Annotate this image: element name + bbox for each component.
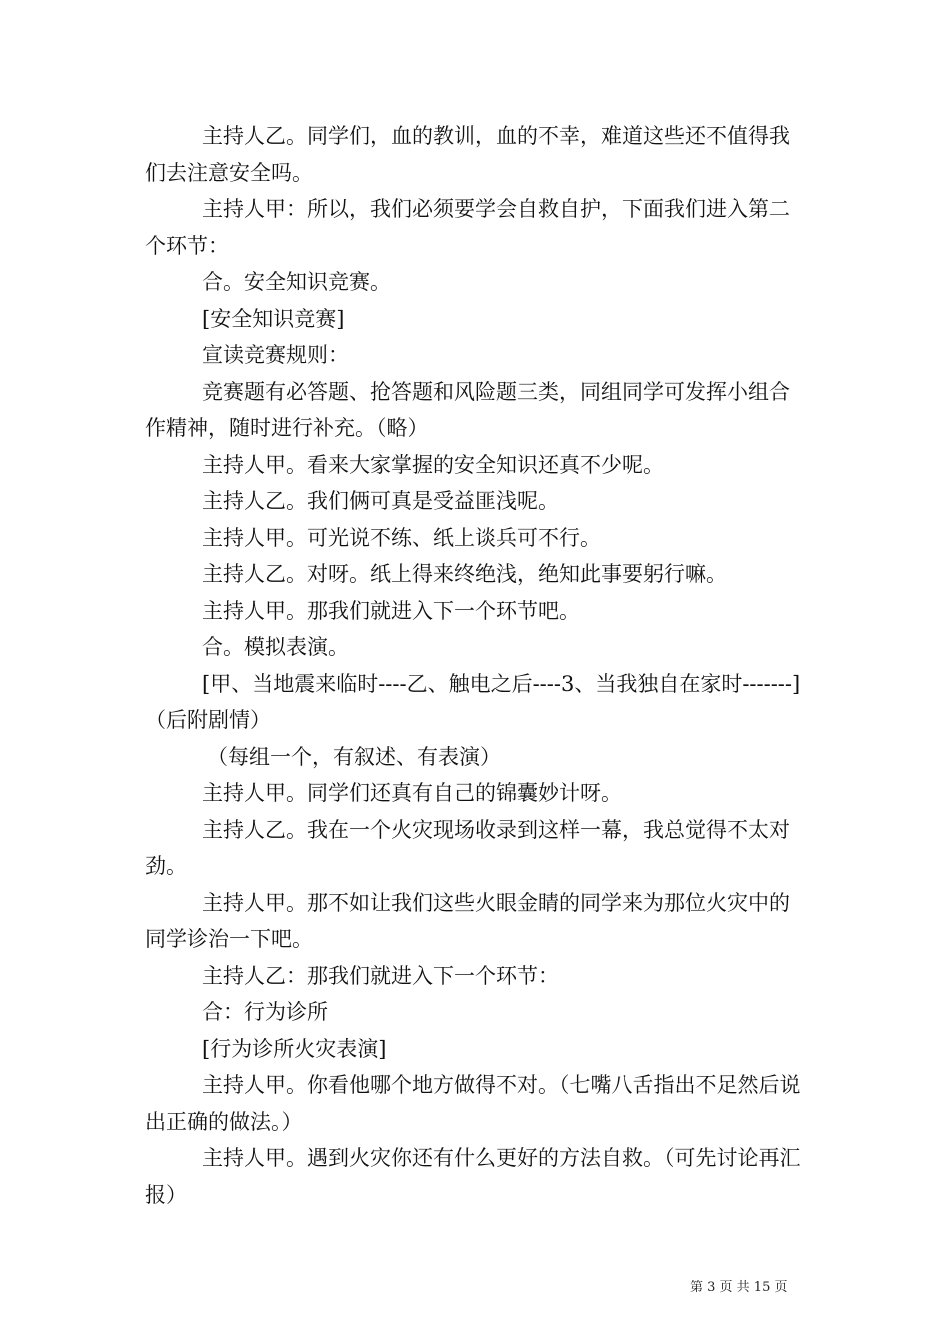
paragraph: [安全知识竞赛]	[202, 306, 345, 331]
paragraph: 主持人乙。同学们，血的教训，血的不幸，难道这些还不值得我们去注意安全吗。	[145, 124, 790, 185]
paragraph: 主持人甲。看来大家掌握的安全知识还真不少呢。	[202, 452, 664, 477]
paragraph: 主持人甲。可光说不练、纸上谈兵可不行。	[202, 525, 601, 550]
paragraph: 合。模拟表演。	[202, 635, 349, 659]
paragraph: 竞赛题有必答题、抢答题和风险题三类，同组同学可发挥小组合作精神，随时进行补充。（略）	[145, 379, 790, 440]
paragraph: 主持人甲。同学们还真有自己的锦囊妙计呀。	[202, 781, 622, 805]
paragraph: （每组一个，有叙述、有表演）	[207, 744, 501, 769]
paragraph: 主持人甲。遇到火灾你还有什么更好的方法自救。（可先讨论再汇报）	[145, 1146, 801, 1207]
paragraph: 主持人甲。那不如让我们这些火眼金睛的同学来为那位火灾中的同学诊治一下吧。	[145, 890, 790, 951]
paragraph: 合：行为诊所	[202, 1000, 328, 1024]
document-body	[145, 118, 807, 1213]
paragraph: [行为诊所火灾表演]	[202, 1036, 387, 1061]
paragraph: 主持人乙。对呀。纸上得来终绝浅，绝知此事要躬行嘛。	[202, 562, 727, 586]
paragraph: 主持人乙。我们俩可真是受益匪浅呢。	[202, 489, 559, 513]
paragraph: 主持人乙。我在一个火灾现场收录到这样一幕，我总觉得不太对劲。	[145, 817, 790, 878]
paragraph: 主持人甲：所以，我们必须要学会自救自护，下面我们进入第二个环节：	[145, 197, 790, 258]
paragraph: 主持人甲。你看他哪个地方做得不对。（七嘴八舌指出不足然后说出正确的做法。）	[145, 1073, 801, 1134]
paragraph: [甲、当地震来临时----乙、触电之后----3、当我独自在家时-------]（后附剧情）	[145, 671, 801, 732]
page-number-footer: 第 3 页 共 15 页	[690, 1280, 788, 1295]
paragraph: 主持人甲。那我们就进入下一个环节吧。	[202, 598, 580, 623]
paragraph: 主持人乙：那我们就进入下一个环节：	[202, 963, 559, 988]
paragraph: 合。安全知识竞赛。	[202, 270, 391, 294]
paragraph: 宣读竞赛规则：	[202, 343, 349, 367]
